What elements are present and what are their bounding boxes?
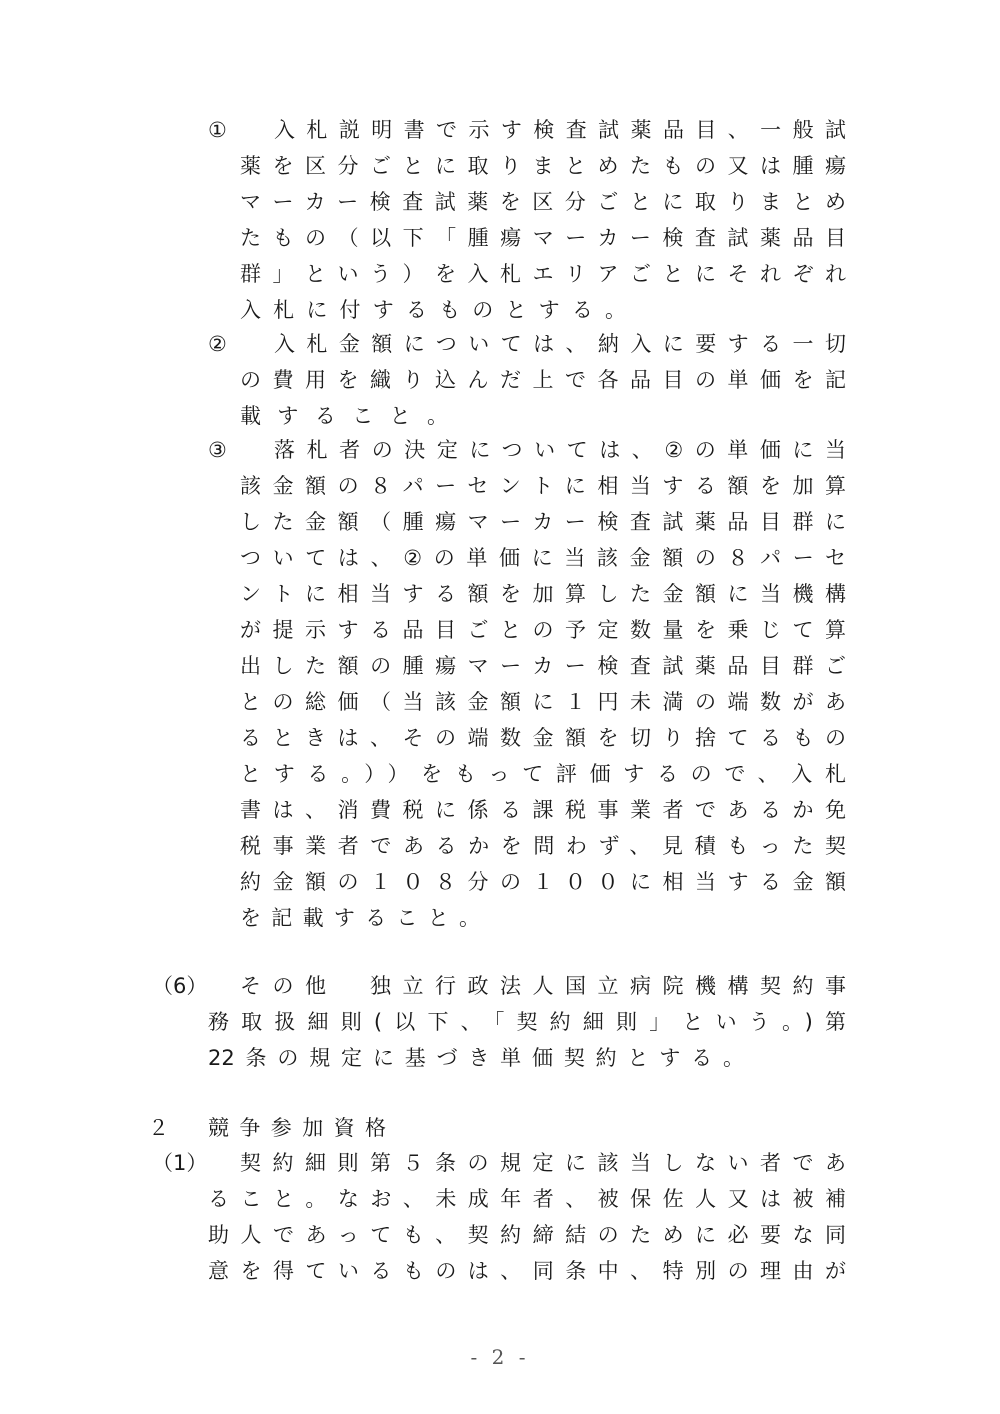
section-6-marker: （6） <box>152 974 208 998</box>
item-3-line-8: との総価（当該金額に１円未満の端数があ <box>240 690 846 714</box>
item-3-line-2: 該金額の８パーセントに相当する額を加算 <box>240 474 846 498</box>
item-3-line-4: ついては、②の単価に当該金額の８パーセ <box>240 546 846 570</box>
item-1-line-2: 薬を区分ごとに取りまとめたもの又は腫瘍 <box>240 154 846 178</box>
item-3-line-3: した金額（腫瘍マーカー検査試薬品目群に <box>240 510 846 534</box>
section-2-title: 競争参加資格 <box>208 1116 386 1140</box>
item-2-line-3: 載すること。 <box>240 404 448 428</box>
item-3-line-13: 約金額の１０８分の１００に相当する金額 <box>240 870 846 894</box>
item-3-line-7: 出した額の腫瘍マーカー検査試薬品目群ご <box>240 654 846 678</box>
item-3-line-11: 書は、消費税に係る課税事業者であるか免 <box>240 798 846 822</box>
item-1-line-5: 群」という）を入札エリアごとにそれぞれ <box>240 262 846 286</box>
item-1-line-3: マーカー検査試薬を区分ごとに取りまとめ <box>240 190 846 214</box>
item-3-line-1: 落札者の決定については、②の単価に当 <box>274 438 846 462</box>
item-3-marker: ③ <box>208 438 227 462</box>
item-3-line-12: 税事業者であるかを問わず、見積もった契 <box>240 834 846 858</box>
item-1-line-4: たもの（以下「腫瘍マーカー検査試薬品目 <box>240 226 846 250</box>
section-6-line-1: その他 独立行政法人国立病院機構契約事 <box>240 974 846 998</box>
item-2-line-2: の費用を織り込んだ上で各品目の単価を記 <box>240 368 846 392</box>
section-6-line-3: 22条の規定に基づき単価契約とする。 <box>208 1046 744 1070</box>
section-2-1-marker: （1） <box>152 1151 208 1175</box>
section-2-number: ２ <box>148 1116 169 1140</box>
item-1-line-6: 入札に付するものとする。 <box>240 298 626 322</box>
page-number: - 2 - <box>470 1345 530 1369</box>
section-6-line-2: 務取扱細則(以下、「契約細則」という。)第 <box>208 1010 846 1034</box>
item-3-line-5: ントに相当する額を加算した金額に当機構 <box>240 582 846 606</box>
item-2-marker: ② <box>208 332 227 356</box>
item-3-line-9: るときは、その端数金額を切り捨てるもの <box>240 726 846 750</box>
section-2-1-line-1: 契約細則第５条の規定に該当しない者であ <box>240 1151 846 1175</box>
item-3-line-14: を記載すること。 <box>240 906 480 930</box>
item-2-line-1: 入札金額については、納入に要する一切 <box>274 332 846 356</box>
item-1-line-1: 入札説明書で示す検査試薬品目、一般試 <box>274 118 846 142</box>
section-2-1-line-3: 助人であっても、契約締結のために必要な同 <box>208 1223 846 1247</box>
section-2-1-line-2: ること。なお、未成年者、被保佐人又は被補 <box>208 1187 846 1211</box>
item-3-line-6: が提示する品目ごとの予定数量を乗じて算 <box>240 618 846 642</box>
item-1-marker: ① <box>208 118 227 142</box>
section-2-1-line-4: 意を得ているものは、同条中、特別の理由が <box>208 1259 846 1283</box>
item-3-line-10: とする。））をもって評価するので、入札 <box>240 762 846 786</box>
